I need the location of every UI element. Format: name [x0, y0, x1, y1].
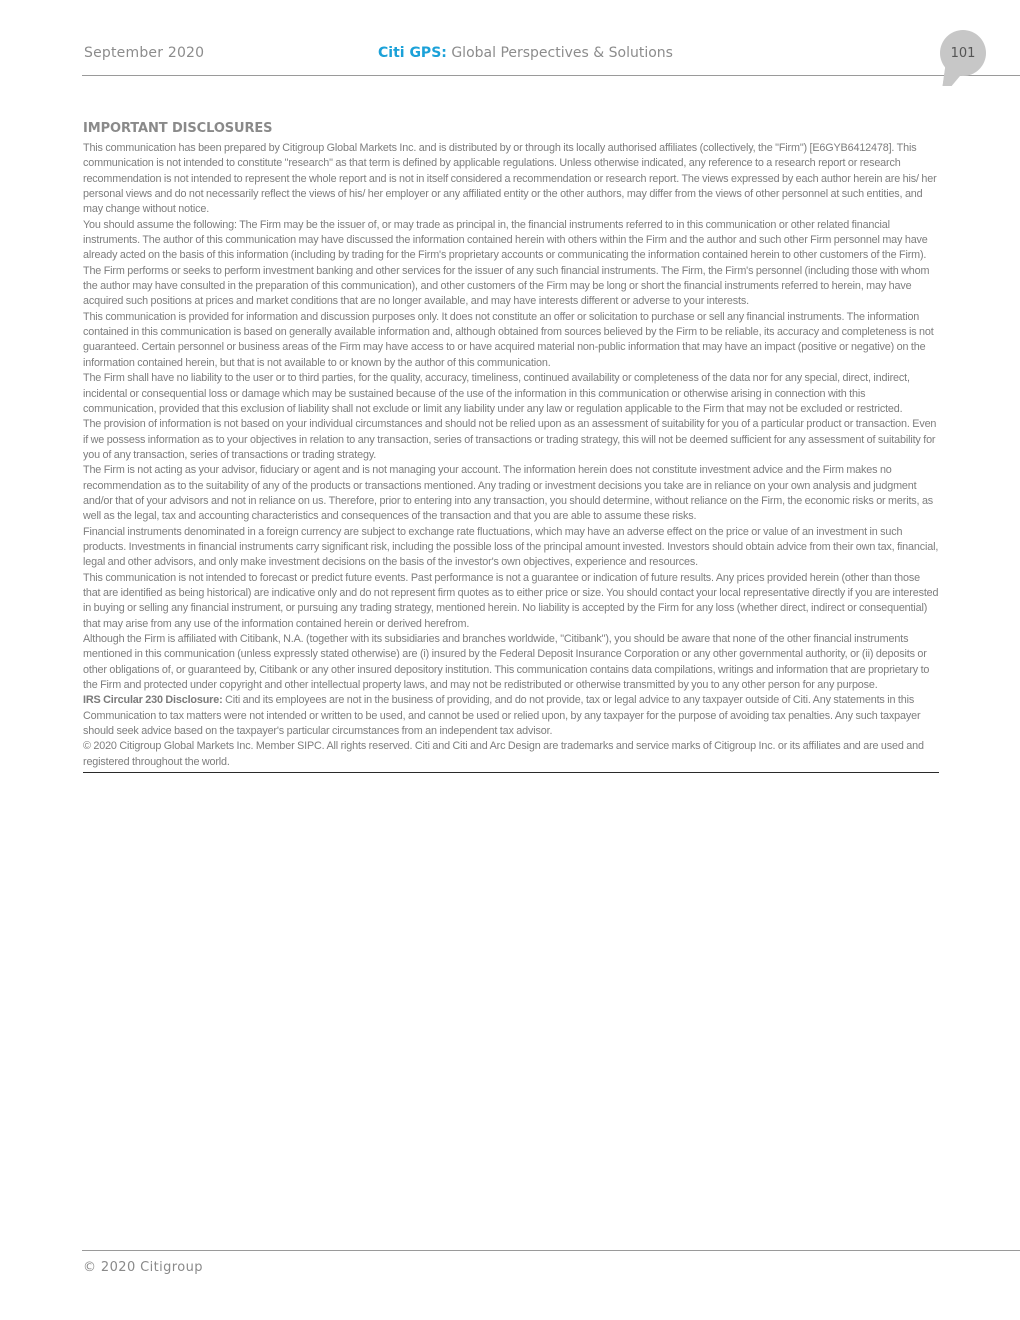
- irs-disclosure-paragraph: [83, 693, 939, 739]
- footer-copyright: © 2020 Citigroup: [83, 1260, 203, 1275]
- irs-disclosure-text: Citi and its employees are not in the business of providing, and do not provide, tax or legal advice to any taxpayer outside of Citi. Any statements in this Communication to tax matters were not intended or written to be used, and cannot be used or relied upon, by any taxpayer for the purpose of avoiding tax penalties. Any such taxpayer should seek advice based on the taxpayer's particular circumstances from an independent tax advisor.: [83, 694, 921, 738]
- page-number-badge: 101: [940, 30, 986, 76]
- header-brand: [378, 45, 673, 61]
- disclosure-paragraph: You should assume the following: The Firm may be the issuer of, or may trade as principal in, the financial instruments referred to in this communication or other related financial instruments. The author of this communication may have discussed the information contained herein with others within the Firm and the author and such other Firm personnel may have already acted on the basis of this information (including by trading for the Firm's proprietary accounts or communicating the information contained herein to other customers of the Firm). The Firm performs or seeks to perform investment banking and other services for the issuer of any such financial instruments. The Firm, the Firm's personnel (including those with whom the author may have consulted in the preparation of this communication), and other customers of the Firm may be long or short the financial instruments referred to herein, may have acquired such positions at prices and market conditions that are no longer available, and may have interests different or adverse to your interests.: [83, 218, 930, 308]
- disclosures-section: [83, 121, 939, 773]
- footer-divider: [82, 1250, 1020, 1251]
- disclosure-paragraph: Financial instruments denominated in a foreign currency are subject to exchange rate fluctuations, which may have an adverse effect on the price or value of an investment in such products. Investments in financial instruments carry significant risk, including the possible loss of the principal amount invested. Investors should obtain advice from their own tax, financial, legal and other advisors, and only make investment decisions on the basis of the investor's own objectives, experience and resources.: [83, 525, 939, 569]
- disclosures-heading: IMPORTANT DISCLOSURES: [83, 121, 273, 136]
- header-date: September 2020: [84, 45, 205, 61]
- irs-disclosure-label: IRS Circular 230 Disclosure:: [83, 694, 223, 707]
- disclosure-paragraph: This communication has been prepared by Citigroup Global Markets Inc. and is distributed by or through its locally authorised affiliates (collectively, the "Firm") [E6GYB6412478]. This communication is not intended to constitute "research" as that term is defined by applicable regulations. Unless otherwise indicated, any reference to a research report or research recommendation is not intended to represent the whole report and is not in itself considered a recommendation or research report. The views expressed by each author herein are his/ her personal views and do not necessarily reflect the views of his/ her employer or any affiliated entity or the other authors, may differ from the views of other personnel at such entities, and may change without notice.: [83, 142, 937, 216]
- copyright-notice: © 2020 Citigroup Global Markets Inc. Member SIPC. All rights reserved. Citi and Citi and Arc Design are trademarks and service marks of Citigroup Inc. or its affiliates and are used and registered throughout the world.: [83, 740, 924, 768]
- header-divider: [82, 75, 1020, 76]
- brand-tagline: Global Perspectives & Solutions: [451, 45, 673, 61]
- disclosure-paragraph: Although the Firm is affiliated with Citibank, N.A. (together with its subsidiaries and branches worldwide, "Citibank"), you should be aware that none of the other financial instruments mentioned in this communication (unless expressly stated otherwise) are (i) insured by the Federal Deposit Insurance Corporation or any other governmental authority, or (ii) deposits or other obligations of, or guaranteed by, Citibank or any other insured depository institution. This communication contains data compilations, writings and information that are proprietary to the Firm and protected under copyright and other intellectual property laws, and may not be redistributed or otherwise transmitted by you to any other person for any purpose.: [83, 633, 930, 692]
- disclosure-paragraph: This communication is not intended to forecast or predict future events. Past performance is not a guarantee or indication of future results. Any prices provided herein (other than those that are identified as being historical) are indicative only and do not represent firm quotes as to either price or size. You should contact your local representative directly if you are interested in buying or selling any financial instrument, or pursuing any trading strategy, mentioned herein. No liability is accepted by the Firm for any loss (whether direct, indirect or consequential) that may arise from any use of the information contained herein or derived herefrom.: [83, 571, 939, 630]
- disclosure-paragraph: The provision of information is not based on your individual circumstances and should not be relied upon as an assessment of suitability for you of a particular product or transaction. Even if we possess information as to your objectives in relation to any transaction, series of transactions or trading strategy, this will not be deemed sufficient for any assessment of suitability for you of any transaction, series of transactions or trading strategy.: [83, 418, 937, 461]
- brand-name: Citi GPS:: [378, 45, 447, 61]
- disclosure-paragraph: This communication is provided for information and discussion purposes only. It does not constitute an offer or solicitation to purchase or sell any financial instruments. The information contained in this communication is based on generally available information and, although obtained from sources believed by the Firm to be reliable, its accuracy and completeness is not guaranteed. Certain personnel or business areas of the Firm may have access to or have acquired material non-public information that may have an impact (positive or negative) on the information contained herein, but that is not available to or known by the author of this communication.: [83, 310, 934, 369]
- disclosure-paragraph: The Firm is not acting as your advisor, fiduciary or agent and is not managing your account. The information herein does not constitute investment advice and the Firm makes no recommendation as to the suitability of any of the products or transactions mentioned. Any trading or investment decisions you take are in reliance on your own analysis and judgment and/or that of your advisors and not in reliance on us. Therefore, prior to entering into any transaction, you should determine, without reliance on the Firm, the economic risks or merits, as well as the legal, tax and accounting characteristics and consequences of the transaction and that you are able to assume these risks.: [83, 464, 934, 523]
- disclosure-paragraph: The Firm shall have no liability to the user or to third parties, for the quality, accuracy, timeliness, continued availability or completeness of the data nor for any special, direct, indirect, incidental or consequential loss or damage which may be sustained because of the use of the information in this communication or otherwise arising in connection with this communication, provided that this exclusion of liability shall not exclude or limit any liability under any law or regulation applicable to the Firm that may not be excluded or restricted.: [83, 372, 910, 415]
